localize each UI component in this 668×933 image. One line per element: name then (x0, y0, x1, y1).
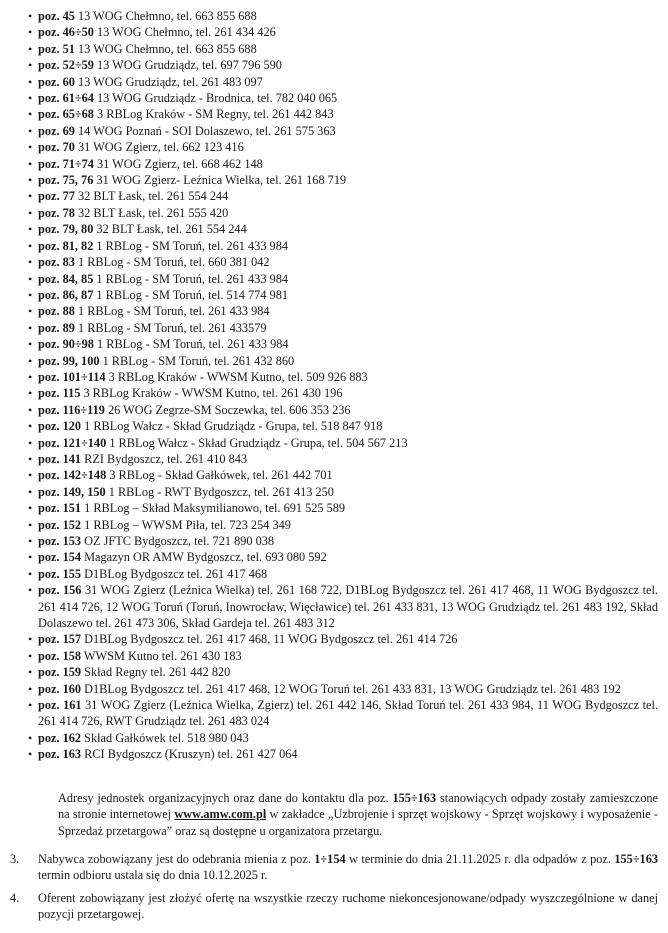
contact-text: OZ JFTC Bydgoszcz, tel. 721 890 038 (84, 534, 275, 548)
contact-item (28, 418, 658, 434)
contact-text: 31 WOG Zgierz (Leźnica Wielka) tel. 261 168 722, D1BLog Bydgoszcz tel. 261 417 468, 11 WOG Bydgoszcz tel. 261 414 726, 12 WOG Toruń (Toruń, Inowrocław, Więcławice) tel. 261 433 831, 13 WOG Grudziądz tel. 261 483 192, Skład Dolaszewo tel. 261 473 306, Skład Gardeja tel. 261 483 312 (38, 583, 658, 631)
point-text: Nabywca zobowiązany jest do odebrania mienia z poz. (38, 852, 315, 866)
contact-text: 1 RBLog - SM Toruń, tel. 261 433 984 (96, 271, 288, 286)
position-number: poz. 141 (38, 451, 82, 466)
position-number: poz. 86, 87 (38, 287, 94, 302)
contact-text: D1BLog Bydgoszcz tel. 261 417 468 (84, 566, 268, 581)
contact-text: RCI Bydgoszcz (Kruszyn) tel. 261 427 064 (84, 747, 298, 762)
position-number: poz. 88 (38, 304, 75, 319)
point-4 (10, 890, 658, 923)
position-number: poz. 61÷64 (38, 91, 94, 106)
contact-list (28, 8, 658, 763)
contact-item (28, 336, 658, 352)
contact-text: 31 WOG Zgierz, tel. 662 123 416 (77, 140, 244, 155)
position-number: poz. 153 (38, 534, 82, 548)
contact-item (28, 549, 658, 565)
position-number: poz. 120 (38, 419, 82, 434)
contact-item (28, 648, 658, 664)
contact-item (28, 664, 658, 680)
contact-item (28, 221, 658, 237)
position-number: poz. 84, 85 (38, 271, 94, 286)
contact-item (28, 287, 658, 303)
position-number: poz. 60 (38, 74, 75, 89)
position-number: poz. 160 (38, 681, 82, 696)
contact-text: 1 RBLog - RWT Bydgoszcz, tel. 261 413 250 (108, 484, 334, 499)
position-number: poz. 152 (38, 517, 82, 532)
contact-text: 14 WOG Poznań - SOI Dolaszewo, tel. 261 575 363 (77, 123, 336, 138)
point-range: 155÷163 (614, 852, 658, 866)
contact-text: 1 RBLog - SM Toruń, tel. 261 433 984 (97, 337, 289, 352)
position-number: poz. 158 (38, 648, 82, 663)
contact-item (28, 123, 658, 139)
position-number: poz. 151 (38, 501, 82, 516)
contact-text: 3 RBLog Kraków - SM Regny, tel. 261 442 843 (97, 107, 334, 122)
contact-item (28, 320, 658, 336)
contact-text: 26 WOG Zegrze-SM Soczewka, tel. 606 353 236 (107, 402, 351, 417)
contact-text: 13 WOG Grudziądz, tel. 697 796 590 (97, 58, 282, 73)
contact-item (28, 582, 658, 631)
contact-text: 32 BLT Łask, tel. 261 555 420 (77, 205, 229, 220)
contact-text: D1BLog Bydgoszcz tel. 261 417 468, 12 WOG Toruń tel. 261 433 831, 13 WOG Grudziądz tel. 261 483 192 (84, 681, 621, 696)
contact-item (28, 271, 658, 287)
contact-item (28, 41, 658, 57)
position-number: poz. 69 (38, 123, 75, 138)
position-number: poz. 159 (38, 665, 82, 680)
contact-item (28, 451, 658, 467)
contact-item (28, 566, 658, 582)
contact-text: 1 RBLog - SM Toruń, tel. 261 433 984 (77, 304, 270, 319)
contact-item (28, 205, 658, 221)
position-number: poz. 90÷98 (38, 337, 94, 352)
info-text-3: w zakładce „Uzbrojenie i sprzęt wojskowy - Sprzęt wojskowy i wyposażenie - Sprzedaż przetargowa” oraz są dostępne u organizatora przetargu. (58, 807, 658, 838)
position-number: poz. 142÷148 (38, 468, 107, 483)
contact-item (28, 303, 658, 319)
contact-text: 1 RBLog - SM Toruń, tel. 261 432 860 (102, 353, 295, 368)
contact-text: Skład Regny tel. 261 442 820 (84, 665, 231, 680)
contact-text: 13 WOG Chełmno, tel. 663 855 688 (77, 9, 257, 23)
position-number: poz. 75, 76 (38, 173, 94, 188)
contact-text: 13 WOG Grudziądz, tel. 261 483 097 (77, 74, 263, 89)
contact-item (28, 402, 658, 418)
point-range: 1÷154 (314, 852, 346, 866)
contact-item (28, 467, 658, 483)
contact-text: Skład Gałkówek tel. 518 980 043 (84, 730, 249, 745)
contact-item (28, 74, 658, 90)
position-number: poz. 52÷59 (38, 58, 94, 73)
contact-item (28, 238, 658, 254)
position-number: poz. 121÷140 (38, 435, 107, 450)
contact-item (28, 369, 658, 385)
point-number: 4. (10, 890, 20, 905)
position-number: poz. 156 (38, 583, 82, 598)
contact-text: 3 RBLog Kraków - WWSM Kutno, tel. 261 430 196 (83, 386, 343, 401)
contact-item (28, 24, 658, 40)
contact-item (28, 188, 658, 204)
position-number: poz. 99, 100 (38, 353, 100, 368)
contact-text: 1 RBLog - SM Toruń, tel. 261 433 984 (96, 238, 288, 253)
contact-item (28, 697, 658, 730)
contact-item (28, 746, 658, 762)
position-number: poz. 77 (38, 189, 75, 204)
info-range: 155÷163 (392, 791, 437, 805)
point-3 (10, 851, 658, 884)
position-number: poz. 116÷119 (38, 402, 105, 417)
contact-text: 13 WOG Grudziądz - Brodnica, tel. 782 040 065 (97, 91, 338, 106)
position-number: poz. 51 (38, 41, 75, 56)
position-number: poz. 115 (38, 386, 81, 401)
position-number: poz. 78 (38, 205, 75, 220)
position-number: poz. 79, 80 (38, 222, 94, 237)
point-number: 3. (10, 852, 20, 866)
contact-text: D1BLog Bydgoszcz tel. 261 417 468, 11 WOG Bydgoszcz tel. 261 414 726 (84, 632, 458, 647)
contact-text: 31 WOG Zgierz- Leźnica Wielka, tel. 261 168 719 (96, 173, 347, 188)
contact-item (28, 106, 658, 122)
point-text: termin odbioru ustala się do dnia 10.12.2025 r. (38, 868, 268, 883)
contact-item (28, 484, 658, 500)
contact-item (28, 8, 658, 24)
info-text-1: Adresy jednostek organizacyjnych oraz dane do kontaktu dla poz. (58, 791, 393, 805)
contact-item (28, 156, 658, 172)
contact-item (28, 90, 658, 106)
position-number: poz. 149, 150 (38, 484, 106, 499)
website-link[interactable]: www.amw.com.pl (174, 807, 267, 822)
contact-text: 3 RBLog Kraków - WWSM Kutno, tel. 509 926 883 (108, 369, 368, 384)
info-paragraph (58, 790, 658, 839)
contact-item (28, 254, 658, 270)
contact-item (28, 631, 658, 647)
position-number: poz. 101÷114 (38, 369, 106, 384)
contact-text: WWSM Kutno tel. 261 430 183 (83, 648, 242, 663)
position-number: poz. 162 (38, 730, 82, 745)
position-number: poz. 89 (38, 320, 75, 335)
contact-item (28, 435, 658, 451)
contact-item (28, 730, 658, 746)
position-number: poz. 65÷68 (38, 107, 94, 122)
point-text: Oferent zobowiązany jest złożyć ofertę na wszystkie rzeczy ruchome niekoncesjonowane/odpady wyszczególnione w danej pozycji przetargowej. (38, 890, 658, 922)
contact-text: Magazyn OR AMW Bydgoszcz, tel. 693 080 592 (84, 550, 327, 565)
contact-item (28, 57, 658, 73)
position-number: poz. 154 (38, 550, 82, 565)
position-number: poz. 163 (38, 747, 82, 762)
contact-text: 3 RBLog - Skład Gałkówek, tel. 261 442 701 (109, 468, 333, 483)
point-text: w terminie do dnia 21.11.2025 r. dla odpadów z poz. (345, 852, 615, 866)
position-number: poz. 155 (38, 566, 82, 581)
contact-text: 1 RBLog - SM Toruń, tel. 514 774 981 (96, 287, 288, 302)
contact-text: 1 RBLog – WWSM Piła, tel. 723 254 349 (84, 517, 291, 532)
contact-item (28, 172, 658, 188)
contact-text: 13 WOG Chełmno, tel. 261 434 426 (97, 25, 276, 40)
contact-item (28, 139, 658, 155)
contact-text: 31 WOG Zgierz (Leźnica Wielka, Zgierz) tel. 261 442 146, Skład Toruń tel. 261 433 984, 11 WOG Bydgoszcz tel. 261 414 726, RWT Grudziądz tel. 261 483 024 (38, 698, 659, 729)
position-number: poz. 71÷74 (38, 156, 94, 171)
contact-item (28, 385, 658, 401)
position-number: poz. 83 (38, 255, 75, 270)
contact-text: 13 WOG Chełmno, tel. 663 855 688 (77, 41, 257, 56)
position-number: poz. 70 (38, 140, 75, 155)
contact-text: 1 RBLog - SM Toruń, tel. 261 433579 (77, 320, 267, 335)
contact-item (28, 517, 658, 533)
position-number: poz. 46÷50 (38, 25, 94, 40)
contact-text: 1 RBLog – Skład Maksymilianowo, tel. 691 525 589 (84, 501, 346, 516)
position-number: poz. 161 (38, 698, 82, 713)
info-text-2: stanowiących odpady zostały zamieszczone na stronie internetowej (58, 791, 658, 822)
contact-text: 32 BLT Łask, tel. 261 554 244 (96, 222, 247, 237)
contact-text: RZI Bydgoszcz, tel. 261 410 843 (84, 451, 248, 466)
contact-text: 32 BLT Łask, tel. 261 554 244 (77, 189, 229, 204)
contact-text: 1 RBLog Wałcz - Skład Grudziądz - Grupa, tel. 518 847 918 (84, 419, 383, 434)
contact-text: 1 RBLog Wałcz - Skład Grudziądz - Grupa, tel. 504 567 213 (109, 435, 408, 450)
contact-text: 1 RBLog - SM Toruń, tel. 660 381 042 (77, 255, 270, 270)
contact-item (28, 681, 658, 697)
contact-text: 31 WOG Zgierz, tel. 668 462 148 (97, 156, 263, 171)
contact-item (28, 500, 658, 516)
position-number: poz. 45 (38, 9, 75, 23)
position-number: poz. 157 (38, 632, 82, 647)
numbered-points (10, 851, 658, 929)
position-number: poz. 81, 82 (38, 238, 94, 253)
contact-item (28, 533, 658, 549)
contact-item (28, 353, 658, 369)
